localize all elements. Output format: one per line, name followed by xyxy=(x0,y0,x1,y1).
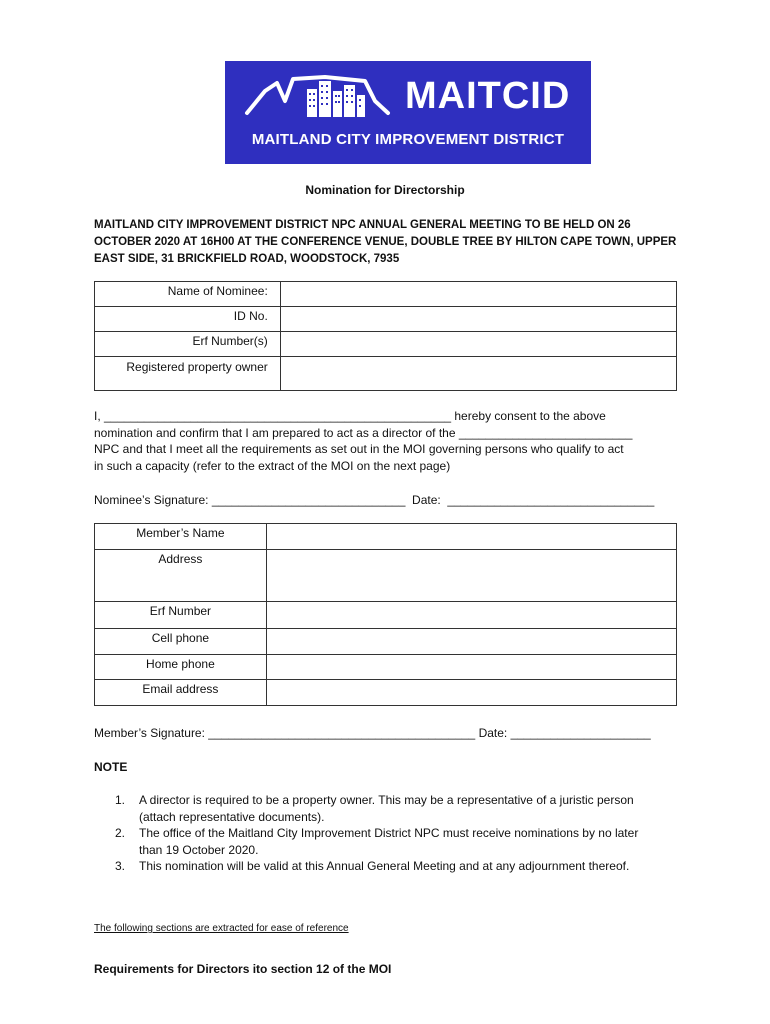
cell-phone-field[interactable] xyxy=(266,629,676,655)
nominee-signature-line[interactable]: Nominee’s Signature: _____________________________ Date: _______________________________ xyxy=(94,493,655,507)
erf-numbers-field[interactable] xyxy=(280,332,676,357)
nominee-name-field[interactable] xyxy=(280,282,676,307)
note-text: The office of the Maitland City Improvement District NPC must receive nominations by no later than 19 October 2020. xyxy=(139,826,639,857)
notes-list xyxy=(94,792,664,875)
list-item xyxy=(94,825,664,858)
table-row xyxy=(95,332,677,357)
consent-line: nomination and confirm that I am prepared to act as a director of the __________________________ xyxy=(94,425,633,440)
address-field[interactable] xyxy=(266,550,676,602)
maitcid-logo xyxy=(225,61,591,164)
meeting-heading: MAITLAND CITY IMPROVEMENT DISTRICT NPC ANNUAL GENERAL MEETING TO BE HELD ON 26 OCTOBER 2020 AT 16H00 AT THE CONFERENCE VENUE, DOUBLE TREE BY HILTON CAPE TOWN, UPPER EAST SIDE, 31 BRICKFIELD ROAD, WOODSTOCK, 7935 xyxy=(94,219,677,265)
consent-line: in such a capacity (refer to the extract of the MOI on the next page) xyxy=(94,458,451,473)
table-row xyxy=(95,357,677,391)
table-row xyxy=(95,550,677,602)
registered-owner-field[interactable] xyxy=(280,357,676,391)
email-address-field[interactable] xyxy=(266,680,676,706)
table-row xyxy=(95,282,677,307)
email-address-label: Email address xyxy=(95,680,267,706)
member-name-label: Member’s Name xyxy=(95,524,267,550)
home-phone-field[interactable] xyxy=(266,655,676,680)
member-table xyxy=(94,523,677,706)
list-item xyxy=(94,858,664,875)
registered-owner-label: Registered property owner xyxy=(95,357,281,391)
logo-subtitle: MAITLAND CITY IMPROVEMENT DISTRICT xyxy=(251,131,565,148)
erf-numbers-label: Erf Number(s) xyxy=(95,332,281,357)
note-text: A director is required to be a property owner. This may be a representative of a juristic person (attach representative documents). xyxy=(139,793,634,824)
note-number: 2. xyxy=(115,826,126,840)
member-name-field[interactable] xyxy=(266,524,676,550)
table-row xyxy=(95,307,677,332)
address-label: Address xyxy=(95,550,267,602)
table-row xyxy=(95,629,677,655)
note-number: 1. xyxy=(115,793,126,807)
cell-phone-label: Cell phone xyxy=(95,629,267,655)
id-number-label: ID No. xyxy=(95,307,281,332)
nominee-name-label: Name of Nominee: xyxy=(95,282,281,307)
id-number-field[interactable] xyxy=(280,307,676,332)
note-heading: NOTE xyxy=(94,760,128,774)
table-row xyxy=(95,680,677,706)
consent-paragraph xyxy=(94,408,679,474)
table-row xyxy=(95,602,677,629)
requirements-heading: Requirements for Directors ito section 12 of the MOI xyxy=(94,962,392,976)
consent-line: I, ____________________________________________________ hereby consent to the above xyxy=(94,409,606,423)
home-phone-label: Home phone xyxy=(95,655,267,680)
extract-note: The following sections are extracted for ease of reference xyxy=(94,923,349,934)
erf-number-field[interactable] xyxy=(266,602,676,629)
logo-title: MAITCID xyxy=(405,75,571,117)
nominee-table xyxy=(94,281,677,391)
table-row xyxy=(95,524,677,550)
list-item xyxy=(94,792,664,825)
note-text: This nomination will be valid at this Annual General Meeting and at any adjournment thereof. xyxy=(139,859,630,873)
note-number: 3. xyxy=(115,859,126,873)
document-title: Nomination for Directorship xyxy=(305,183,465,197)
table-row xyxy=(95,655,677,680)
erf-number-label: Erf Number xyxy=(95,602,267,629)
consent-line: NPC and that I meet all the requirements as set out in the MOI governing persons who qualify to act xyxy=(94,442,624,456)
member-signature-line[interactable]: Member’s Signature: ________________________________________ Date: _____________________ xyxy=(94,726,651,740)
